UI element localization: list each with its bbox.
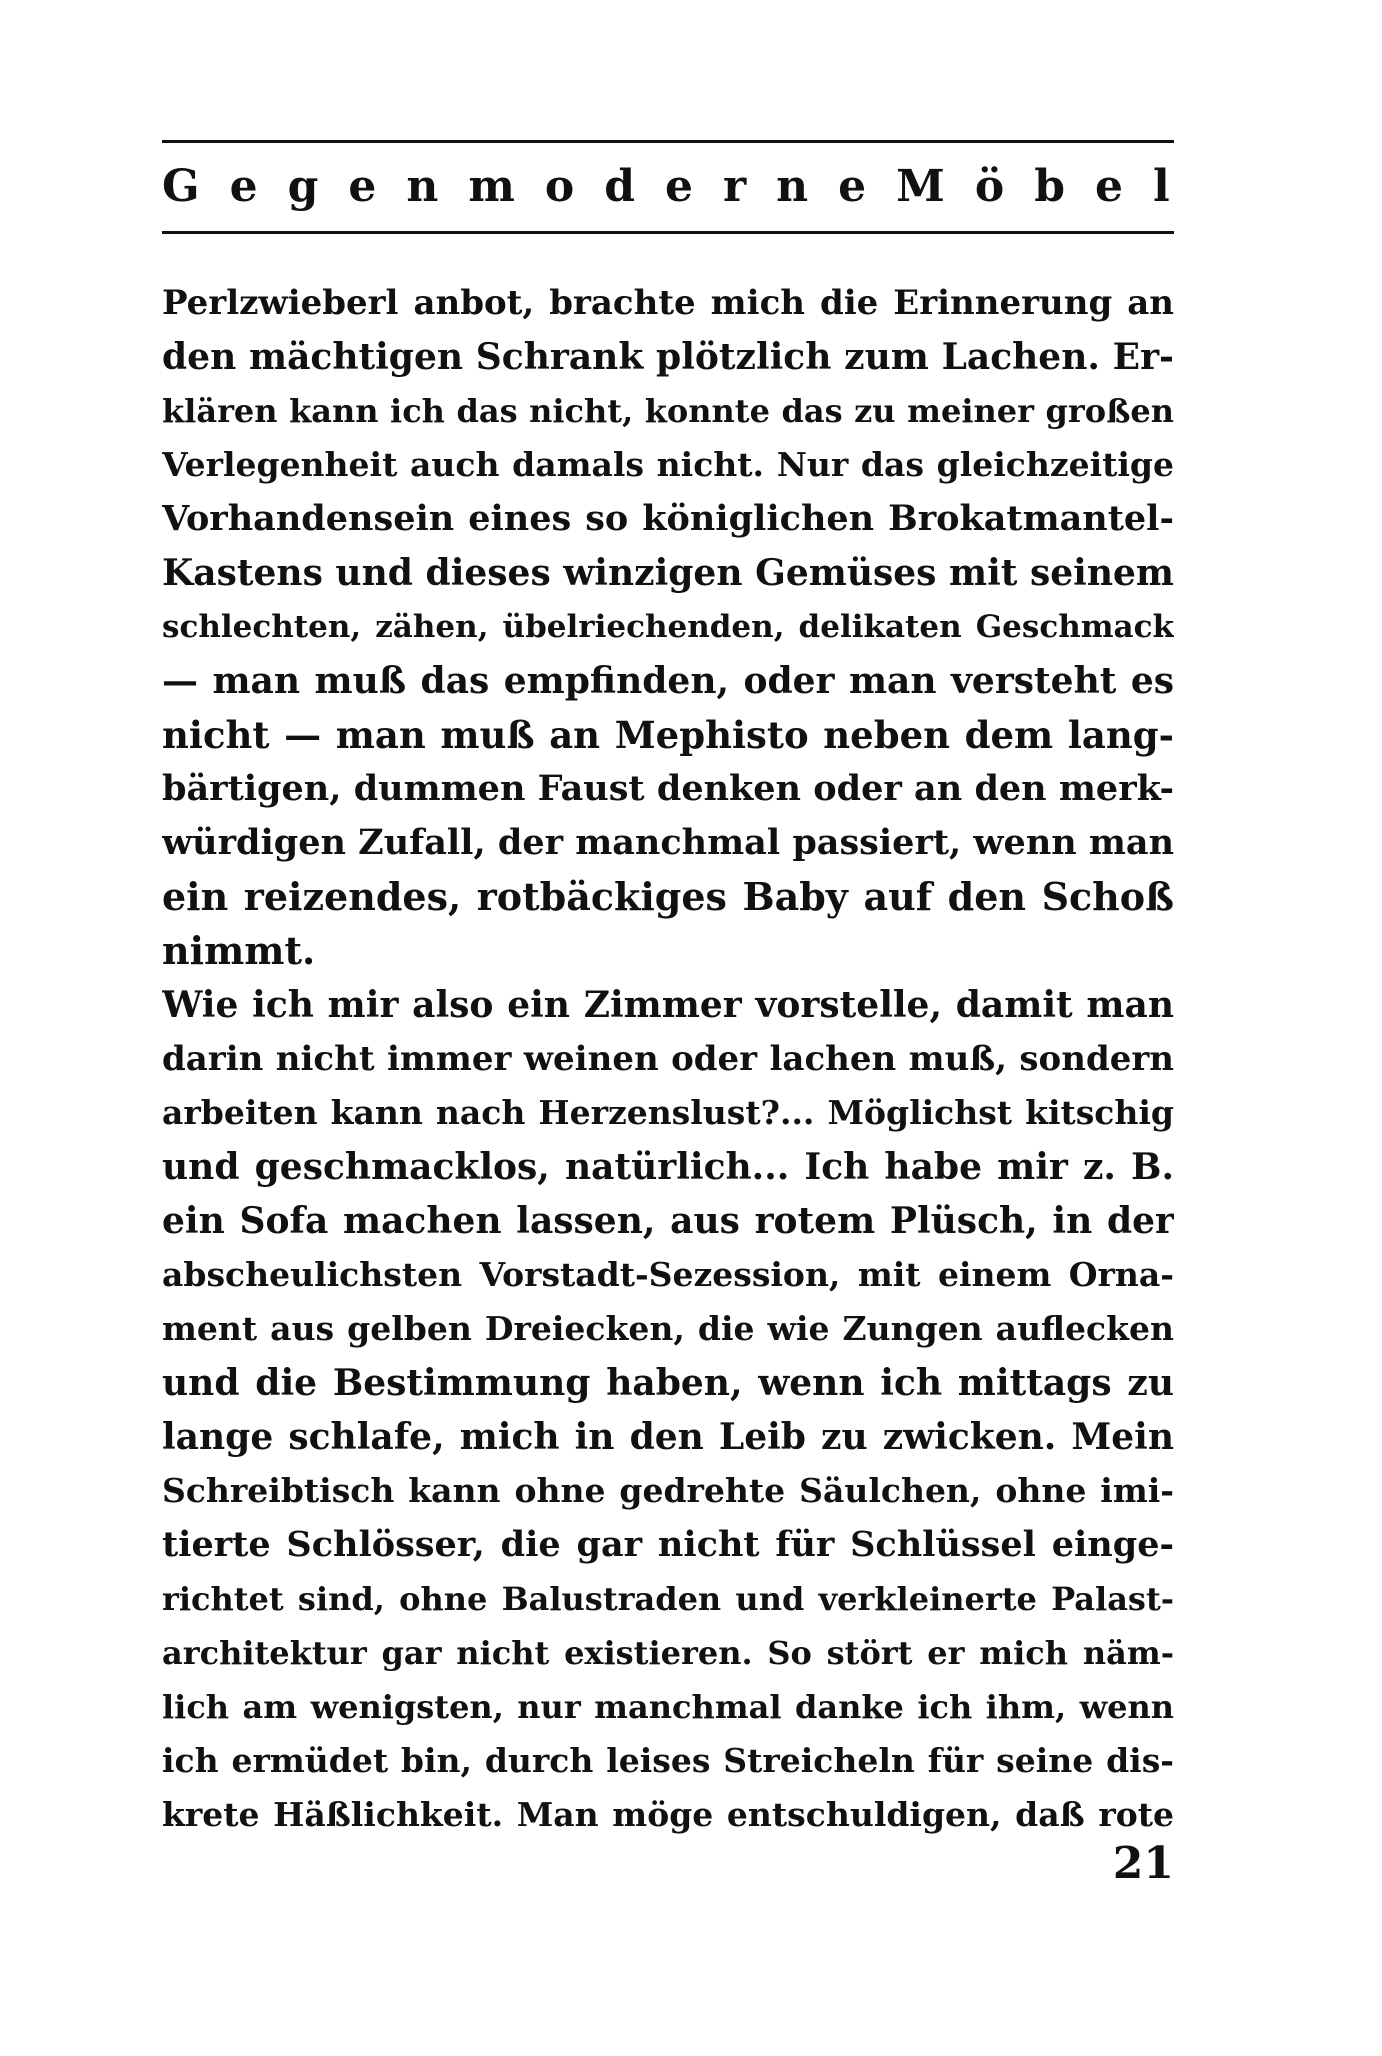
text-line: und die Bestimmung haben, wenn ich mittags zu xyxy=(162,1362,1174,1404)
running-header-word-1 xyxy=(162,161,468,212)
running-header xyxy=(162,158,1200,214)
text-line: ment aus gelben Dreiecken, die wie Zungen auflecken xyxy=(162,1309,1174,1348)
text-line: richtet sind, ohne Balustraden und verkleinerte Palast- xyxy=(162,1580,1174,1618)
text-line: Vorhandensein eines so königlichen Brokatmantel- xyxy=(162,498,1174,539)
text-line: klären kann ich das nicht, konnte das zu meiner großen xyxy=(162,392,1174,430)
text-line: Wie ich mir also ein Zimmer vorstelle, damit man xyxy=(162,984,1174,1026)
text-line: nicht — man muß an Mephisto neben dem lang- xyxy=(162,713,1174,757)
text-line: würdigen Zufall, der manchmal passiert, wenn man xyxy=(162,822,1174,863)
text-line: abscheulichsten Vorstadt-Sezession, mit einem Orna- xyxy=(162,1255,1174,1294)
text-line: ich ermüdet bin, durch leises Streicheln für seine dis- xyxy=(162,1741,1174,1780)
text-line: krete Häßlichkeit. Man möge entschuldigen, daß rote xyxy=(162,1795,1174,1834)
text-line: schlechten, zähen, übelriechenden, delikaten Geschmack xyxy=(162,609,1174,645)
paragraph xyxy=(162,978,1174,1842)
text-line: nimmt. xyxy=(162,928,316,973)
running-header-word-2-text: moderne xyxy=(468,160,897,212)
text-line: Verlegenheit auch damals nicht. Nur das gleichzeitige xyxy=(162,445,1174,484)
running-header-word-1-text: Gegen xyxy=(162,160,469,212)
text-line: ein Sofa machen lassen, aus rotem Plüsch, in der xyxy=(162,1200,1174,1242)
text-line: arbeiten kann nach Herzenslust?... Möglichst kitschig xyxy=(162,1093,1174,1132)
page-number: 21 xyxy=(1112,1838,1174,1889)
text-line: Kastens und dieses winzigen Gemüses mit seinem xyxy=(162,552,1174,594)
running-header-word-3 xyxy=(896,161,1200,212)
text-line: und geschmacklos, natürlich... Ich habe mir z. B. xyxy=(162,1146,1174,1188)
body-text xyxy=(162,276,1174,1842)
text-line: — man muß das empfinden, oder man versteht es xyxy=(162,660,1174,702)
text-line: lich am wenigsten, nur manchmal danke ich ihm, wenn xyxy=(162,1688,1174,1726)
text-line: darin nicht immer weinen oder lachen muß, sondern xyxy=(162,1039,1174,1079)
text-line: den mächtigen Schrank plötzlich zum Lachen. Er- xyxy=(162,336,1174,378)
header-rule-top xyxy=(162,140,1174,143)
running-header-word-3-text: Möbel xyxy=(896,160,1200,212)
text-line: bärtigen, dummen Faust denken oder an den merk- xyxy=(162,768,1174,809)
text-line: architektur gar nicht existieren. So stört er mich näm- xyxy=(162,1634,1174,1672)
text-line: ein reizendes, rotbäckiges Baby auf den Schoß xyxy=(162,874,1174,919)
header-rule-bottom xyxy=(162,231,1174,234)
text-line: lange schlafe, mich in den Leib zu zwicken. Mein xyxy=(162,1416,1174,1458)
text-line: tierte Schlösser, die gar nicht für Schlüssel einge- xyxy=(162,1524,1174,1565)
text-line: Perlzwieberl anbot, brachte mich die Erinnerung an xyxy=(162,283,1174,323)
text-line: Schreibtisch kann ohne gedrehte Säulchen, ohne imi- xyxy=(162,1471,1174,1510)
running-header-word-2 xyxy=(468,161,896,212)
paragraph xyxy=(162,276,1174,978)
